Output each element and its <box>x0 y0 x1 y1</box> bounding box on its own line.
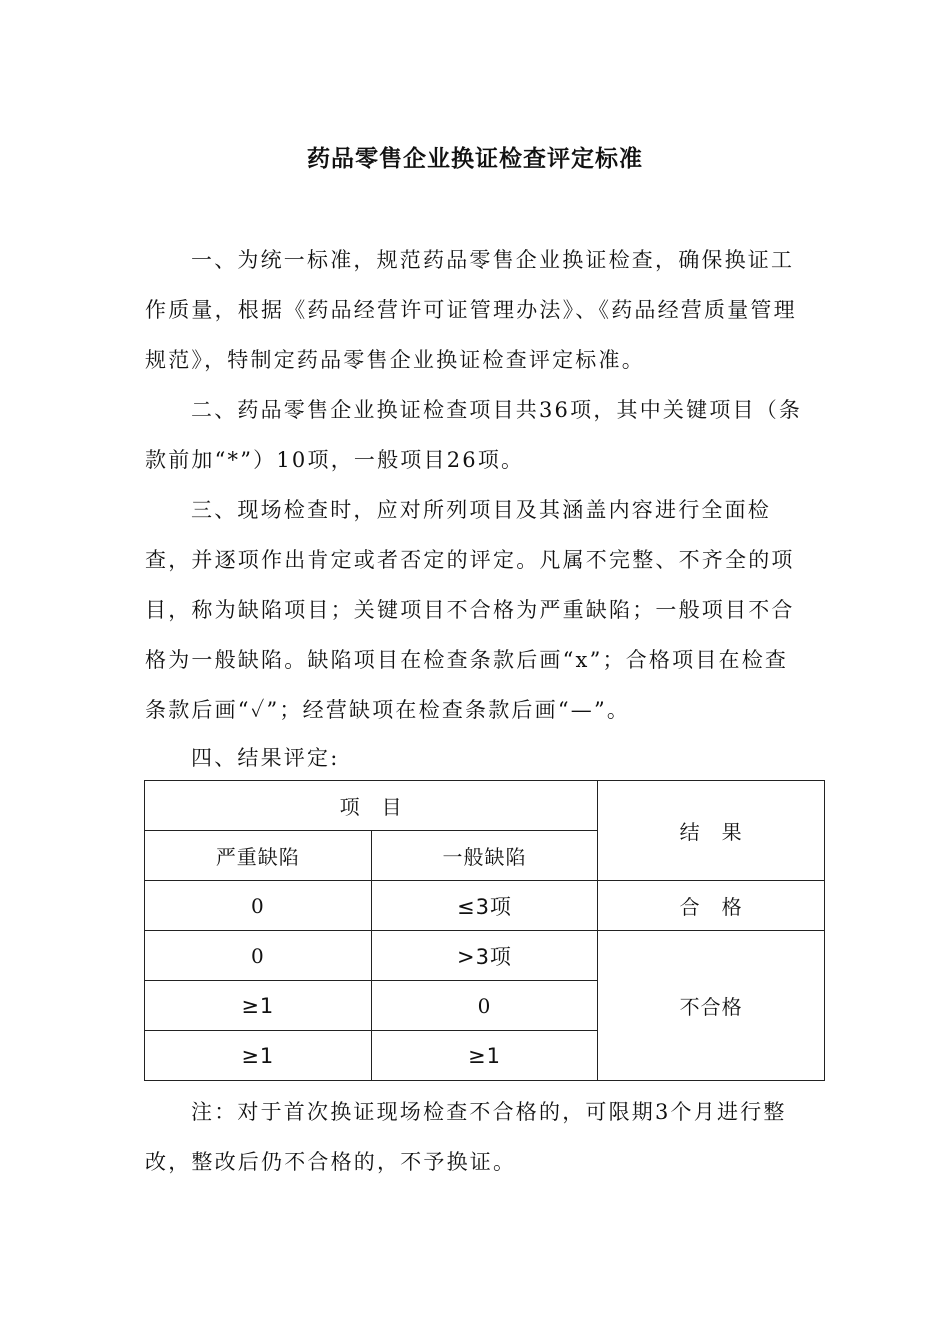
paragraph-2: 二、药品零售企业换证检查项目共36项，其中关键项目（条款前加“*”）10项，一般项目26项。 <box>145 398 803 472</box>
header-serious-defect: 严重缺陷 <box>145 831 372 881</box>
cell-serious: ≥1 <box>145 981 372 1031</box>
cell-result: 合 格 <box>598 881 825 931</box>
paragraph-1: 一、为统一标准，规范药品零售企业换证检查，确保换证工作质量，根据《药品经营许可证管理办法》、《药品经营质量管理规范》，特制定药品零售企业换证检查评定标准。 <box>145 248 797 372</box>
table-row <box>145 931 825 981</box>
paragraph-4: 四、结果评定: <box>191 746 340 770</box>
cell-general: >3项 <box>371 931 598 981</box>
cell-general: ≤3项 <box>371 881 598 931</box>
paragraph-3: 三、现场检查时，应对所列项目及其涵盖内容进行全面检查，并逐项作出肯定或者否定的评定。凡属不完整、不齐全的项目，称为缺陷项目；关键项目不合格为严重缺陷；一般项目不合格为一般缺陷。缺陷项目在检查条款后画“x”；合格项目在检查条款后画“✓”；经营缺项在检查条款后画“—”。 <box>145 498 795 722</box>
table-header-row <box>145 781 825 831</box>
header-items: 项 目 <box>145 781 598 831</box>
cell-serious: 0 <box>145 881 372 931</box>
header-result: 结 果 <box>598 781 825 881</box>
table-row <box>145 881 825 931</box>
cell-serious: 0 <box>145 931 372 981</box>
evaluation-table <box>144 780 825 1081</box>
note-paragraph: 注：对于首次换证现场检查不合格的，可限期3个月进行整改，整改后仍不合格的，不予换证。 <box>145 1100 787 1174</box>
cell-serious: ≥1 <box>145 1031 372 1081</box>
cell-general: 0 <box>371 981 598 1031</box>
cell-general: ≥1 <box>371 1031 598 1081</box>
document-title: 药品零售企业换证检查评定标准 <box>307 145 643 172</box>
cell-result: 不合格 <box>598 931 825 1081</box>
header-general-defect: 一般缺陷 <box>371 831 598 881</box>
